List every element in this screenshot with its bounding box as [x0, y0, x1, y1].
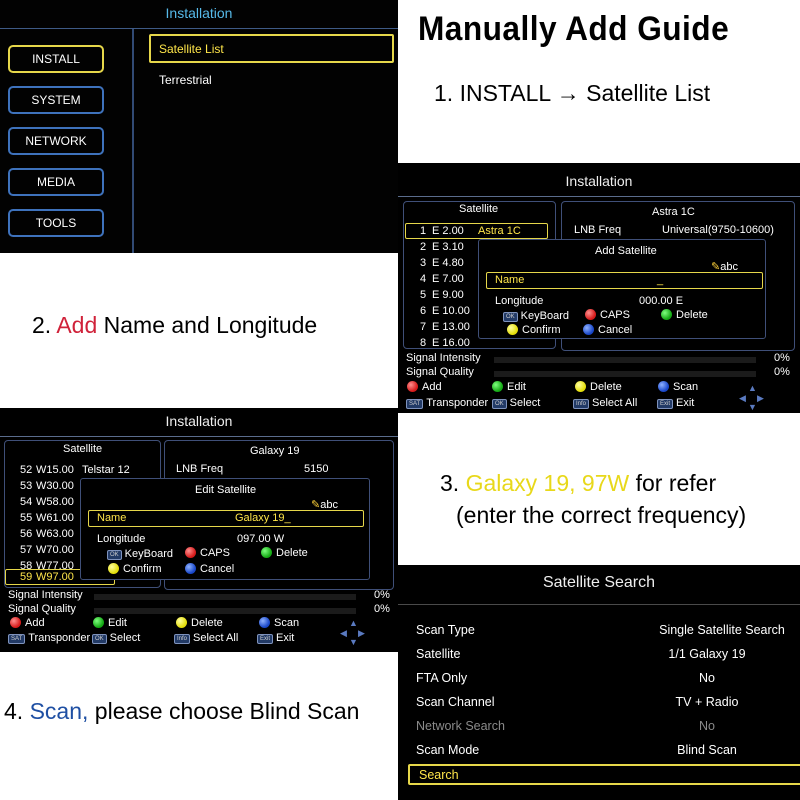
confirm-hint-label: Confirm [123, 563, 162, 575]
delete-hint[interactable] [661, 309, 708, 321]
satellite-row[interactable] [420, 225, 521, 237]
satellite-list-item[interactable] [149, 34, 394, 63]
legend-delete[interactable] [176, 617, 223, 629]
guide-step4-number: 4. [4, 698, 30, 724]
satellite-number: 7 [420, 321, 427, 333]
blue-button-icon [185, 563, 196, 574]
satellite-position: W63.00 [36, 528, 74, 540]
red-button-icon [585, 309, 596, 320]
name-field-value: Galaxy 19_ [235, 512, 291, 524]
satellite-list-label: Satellite List [159, 42, 224, 56]
satellite-position: E 2.00 [432, 225, 464, 237]
caps-hint-label: CAPS [200, 547, 230, 559]
longitude-label: Longitude [495, 295, 544, 307]
satellite-info-name: Galaxy 19 [250, 445, 300, 457]
lnb-freq-label: LNB Freq [176, 463, 224, 475]
satellite-row[interactable] [420, 289, 464, 301]
guide-step1: 1. INSTALL → Satellite List [434, 80, 711, 106]
yellow-button-icon [575, 381, 586, 392]
satellite-position: E 7.00 [432, 273, 464, 285]
satellite-number: 56 [20, 528, 33, 540]
pencil-icon: ✎ [311, 499, 321, 511]
panel4-title-rule [398, 604, 800, 605]
fta-only-value: No [699, 671, 715, 685]
green-button-icon [261, 547, 272, 558]
red-button-icon [407, 381, 418, 392]
satellite-row[interactable] [20, 496, 74, 508]
search-button[interactable] [408, 764, 800, 785]
legend-select-all[interactable] [174, 632, 238, 644]
satellite-number: 55 [20, 512, 33, 524]
sat-key-icon: SAT [406, 399, 423, 409]
satellite-number: 58 [20, 560, 33, 572]
lnb-freq-value: Universal(9750-10600) [662, 224, 774, 236]
legend-transponder-label: Transponder [426, 397, 489, 409]
satellite-label: Satellite [416, 647, 461, 661]
satellite-list-header: Satellite [63, 443, 103, 455]
panel2-title-rule [398, 196, 800, 197]
satellite-list-header: Satellite [459, 203, 499, 215]
name-field-label: Name [495, 274, 525, 286]
satellite-position: E 10.00 [432, 305, 470, 317]
signal-intensity-label: Signal Intensity [8, 589, 83, 601]
menu-system-button[interactable]: SYSTEM [8, 86, 104, 114]
delete-hint-label: Delete [676, 309, 708, 321]
keyboard-mode-abc: abc [720, 261, 738, 273]
signal-intensity-bar [94, 594, 356, 600]
keyboard-mode-abc: abc [320, 499, 338, 511]
info-key-icon: Info [174, 634, 190, 644]
signal-intensity-bar [494, 357, 756, 363]
cancel-hint[interactable] [185, 563, 234, 575]
cancel-hint-label: Cancel [598, 324, 633, 336]
guide-step2-keyword: Add [56, 312, 98, 338]
guide-step2-rest: Name and Longitude [97, 312, 318, 338]
cancel-hint-label: Cancel [200, 563, 235, 575]
longitude-value[interactable]: 097.00 W [237, 533, 285, 545]
scan-channel-value: TV + Radio [675, 695, 739, 709]
legend-add-label: Add [422, 381, 442, 393]
green-button-icon [661, 309, 672, 320]
satellite-name: Astra 1C [478, 225, 521, 237]
scan-mode-value: Blind Scan [677, 743, 737, 757]
edit-satellite-dialog [80, 478, 370, 580]
satellite-row[interactable] [20, 544, 74, 556]
network-search-label: Network Search [416, 719, 505, 733]
legend-add[interactable] [407, 381, 442, 393]
add-satellite-panel [398, 163, 800, 413]
keyboard-hint-label: KeyBoard [520, 310, 569, 322]
install-menu-panel [0, 0, 398, 253]
yellow-button-icon [108, 563, 119, 574]
blue-button-icon [658, 381, 669, 392]
blue-button-icon [583, 324, 594, 335]
guide-step4 [4, 698, 359, 725]
legend-edit[interactable] [492, 381, 526, 393]
satellite-position: W97.00 [36, 571, 74, 583]
panel3-title: Installation [165, 413, 233, 429]
scan-channel-row[interactable] [416, 695, 792, 709]
scan-type-value: Single Satellite Search [659, 623, 785, 637]
ok-key-icon: OK [107, 550, 122, 560]
red-button-icon [185, 547, 196, 558]
satellite-row[interactable] [420, 305, 470, 317]
signal-quality-bar [94, 608, 356, 614]
satellite-position: W61.00 [36, 512, 74, 524]
navigation-arrows-icon: ▲ ▼ ◀ ▶ [340, 618, 365, 647]
name-field-label: Name [97, 512, 127, 524]
caps-hint[interactable] [585, 309, 630, 321]
legend-edit-label: Edit [108, 617, 127, 629]
satellite-number: 1 [420, 225, 427, 237]
satellite-number: 8 [420, 337, 427, 349]
signal-quality-bar [494, 371, 756, 377]
menu-tools-button[interactable]: TOOLS [8, 209, 104, 237]
satellite-row[interactable] [20, 464, 130, 476]
satellite-row[interactable] [20, 480, 74, 492]
legend-select-label: Select [509, 397, 541, 409]
legend-delete-label: Delete [191, 617, 223, 629]
caps-hint[interactable] [185, 547, 230, 559]
red-button-icon [10, 617, 21, 628]
satellite-row[interactable] [420, 321, 470, 333]
exit-key-icon: Exit [257, 634, 273, 644]
fta-only-row[interactable] [416, 671, 792, 685]
signal-quality-value: 0% [774, 366, 790, 378]
scan-mode-row[interactable] [416, 743, 792, 757]
legend-select[interactable] [92, 632, 140, 644]
signal-intensity-value: 0% [374, 589, 390, 601]
info-key-icon: Info [573, 399, 589, 409]
scan-mode-label: Scan Mode [416, 743, 480, 757]
ok-key-icon: OK [503, 312, 518, 322]
legend-scan-label: Scan [673, 381, 699, 393]
signal-intensity-value: 0% [774, 352, 790, 364]
legend-select[interactable] [492, 397, 540, 409]
legend-select-all-label: Select All [592, 397, 638, 409]
confirm-hint-label: Confirm [522, 324, 561, 336]
scan-type-label: Scan Type [416, 623, 475, 637]
legend-select-label: Select [109, 632, 141, 644]
satellite-row[interactable] [20, 571, 74, 583]
legend-scan[interactable] [658, 381, 698, 393]
legend-exit-label: Exit [676, 397, 695, 409]
guide-step3-line2: (enter the correct frequency) [456, 502, 747, 528]
legend-transponder[interactable] [406, 397, 488, 409]
signal-quality-label: Signal Quality [8, 603, 76, 615]
satellite-number: 54 [20, 496, 33, 508]
panel1-sidebar-divider [132, 29, 134, 253]
search-button-label: Search [419, 768, 459, 782]
yellow-button-icon [176, 617, 187, 628]
legend-add[interactable] [10, 617, 45, 629]
guide-step3 [440, 470, 716, 497]
ok-key-icon: OK [92, 634, 107, 644]
satellite-position: E 13.00 [432, 321, 470, 333]
satellite-number: 59 [20, 571, 33, 583]
satellite-row[interactable] [420, 241, 464, 253]
satellite-search-panel [398, 565, 800, 800]
legend-exit[interactable] [657, 397, 694, 409]
satellite-position: W30.00 [36, 480, 74, 492]
guide-step2-number: 2. [32, 312, 57, 338]
satellite-row-selected[interactable] [405, 223, 548, 239]
satellite-row[interactable] [420, 337, 470, 349]
name-field[interactable] [88, 510, 364, 527]
satellite-position: E 9.00 [432, 289, 464, 301]
legend-scan-label: Scan [274, 617, 300, 629]
exit-key-icon: Exit [657, 399, 673, 409]
lnb-freq-value: 5150 [304, 463, 329, 475]
satellite-row[interactable] [420, 273, 464, 285]
fta-only-label: FTA Only [416, 671, 468, 685]
legend-transponder-label: Transponder [28, 632, 91, 644]
panel2-title: Installation [565, 173, 633, 189]
longitude-label: Longitude [97, 533, 146, 545]
legend-add-label: Add [25, 617, 45, 629]
edit-satellite-panel [0, 408, 398, 652]
guide-step4-keyword: Scan, [29, 698, 89, 724]
legend-edit-label: Edit [507, 381, 526, 393]
satellite-position: W70.00 [36, 544, 74, 556]
green-button-icon [492, 381, 503, 392]
confirm-hint[interactable] [108, 563, 162, 575]
pencil-icon: ✎ [711, 261, 721, 273]
legend-exit-label: Exit [276, 632, 295, 644]
blue-button-icon [259, 617, 270, 628]
guide-heading: Manually Add Guide [418, 10, 730, 48]
legend-exit[interactable] [257, 632, 294, 644]
satellite-position: W15.00 [36, 464, 74, 476]
legend-delete[interactable] [575, 381, 622, 393]
green-button-icon [93, 617, 104, 628]
satellite-position: E 3.10 [432, 241, 464, 253]
name-field[interactable] [486, 272, 763, 289]
network-search-row [416, 719, 792, 733]
satellite-row[interactable] [20, 512, 74, 524]
menu-network-button[interactable]: NETWORK [8, 127, 104, 155]
satellite-number: 3 [420, 257, 427, 269]
satellite-name: Telstar 12 [82, 464, 130, 476]
satellite-number: 4 [420, 273, 427, 285]
keyboard-hint-label: KeyBoard [124, 548, 173, 560]
satellite-row[interactable] [20, 528, 74, 540]
menu-install-button[interactable]: INSTALL [8, 45, 104, 73]
longitude-value[interactable]: 000.00 E [639, 295, 684, 307]
dialog-title: Add Satellite [595, 245, 657, 257]
add-satellite-dialog [478, 239, 766, 339]
satellite-info-name: Astra 1C [652, 206, 695, 218]
satellite-value: 1/1 Galaxy 19 [668, 647, 746, 661]
legend-scan[interactable] [259, 617, 299, 629]
guide-step3-number: 3. [440, 470, 466, 496]
panel1-title-rule [0, 28, 398, 29]
legend-select-all[interactable] [573, 397, 637, 409]
scan-type-row[interactable] [416, 623, 792, 637]
cancel-hint[interactable] [583, 324, 632, 336]
menu-media-button[interactable]: MEDIA [8, 168, 104, 196]
satellite-position: E 4.80 [432, 257, 464, 269]
signal-quality-value: 0% [374, 603, 390, 615]
legend-delete-label: Delete [590, 381, 622, 393]
network-search-value: No [699, 719, 715, 733]
panel3-title-rule [0, 436, 398, 437]
dialog-title: Edit Satellite [195, 484, 257, 496]
guide-step2 [32, 312, 317, 339]
scan-channel-label: Scan Channel [416, 695, 495, 709]
satellite-number: 53 [20, 480, 33, 492]
satellite-position: W77.00 [36, 560, 74, 572]
yellow-button-icon [507, 324, 518, 335]
satellite-row[interactable] [420, 257, 464, 269]
satellite-position: E 16.00 [432, 337, 470, 349]
navigation-arrows-icon: ▲ ▼ ◀ ▶ [739, 383, 764, 412]
ok-key-icon: OK [492, 399, 507, 409]
satellite-number: 6 [420, 305, 427, 317]
panel1-title: Installation [165, 5, 233, 21]
caps-hint-label: CAPS [600, 309, 630, 321]
signal-quality-label: Signal Quality [406, 366, 474, 378]
keyboard-hint[interactable] [503, 310, 569, 322]
guide-step4-rest: please choose Blind Scan [88, 698, 360, 724]
keyboard-hint[interactable] [107, 548, 173, 560]
name-field-value: _ [657, 274, 664, 286]
satellite-row[interactable] [416, 647, 792, 661]
satellite-number: 57 [20, 544, 33, 556]
legend-select-all-label: Select All [193, 632, 239, 644]
satellite-position: W58.00 [36, 496, 74, 508]
guide-step3-keyword: Galaxy 19, 97W [465, 470, 630, 496]
signal-intensity-label: Signal Intensity [406, 352, 481, 364]
panel4-title: Satellite Search [542, 574, 656, 591]
terrestrial-item[interactable]: Terrestrial [159, 73, 212, 87]
delete-hint[interactable] [261, 547, 308, 559]
delete-hint-label: Delete [276, 547, 308, 559]
sat-key-icon: SAT [8, 634, 25, 644]
guide-step3-rest: for refer [629, 470, 717, 496]
legend-edit[interactable] [93, 617, 127, 629]
lnb-freq-label: LNB Freq [574, 224, 622, 236]
legend-transponder[interactable] [8, 632, 90, 644]
satellite-number: 5 [420, 289, 427, 301]
satellite-number: 2 [420, 241, 427, 253]
confirm-hint[interactable] [507, 324, 561, 336]
satellite-number: 52 [20, 464, 33, 476]
